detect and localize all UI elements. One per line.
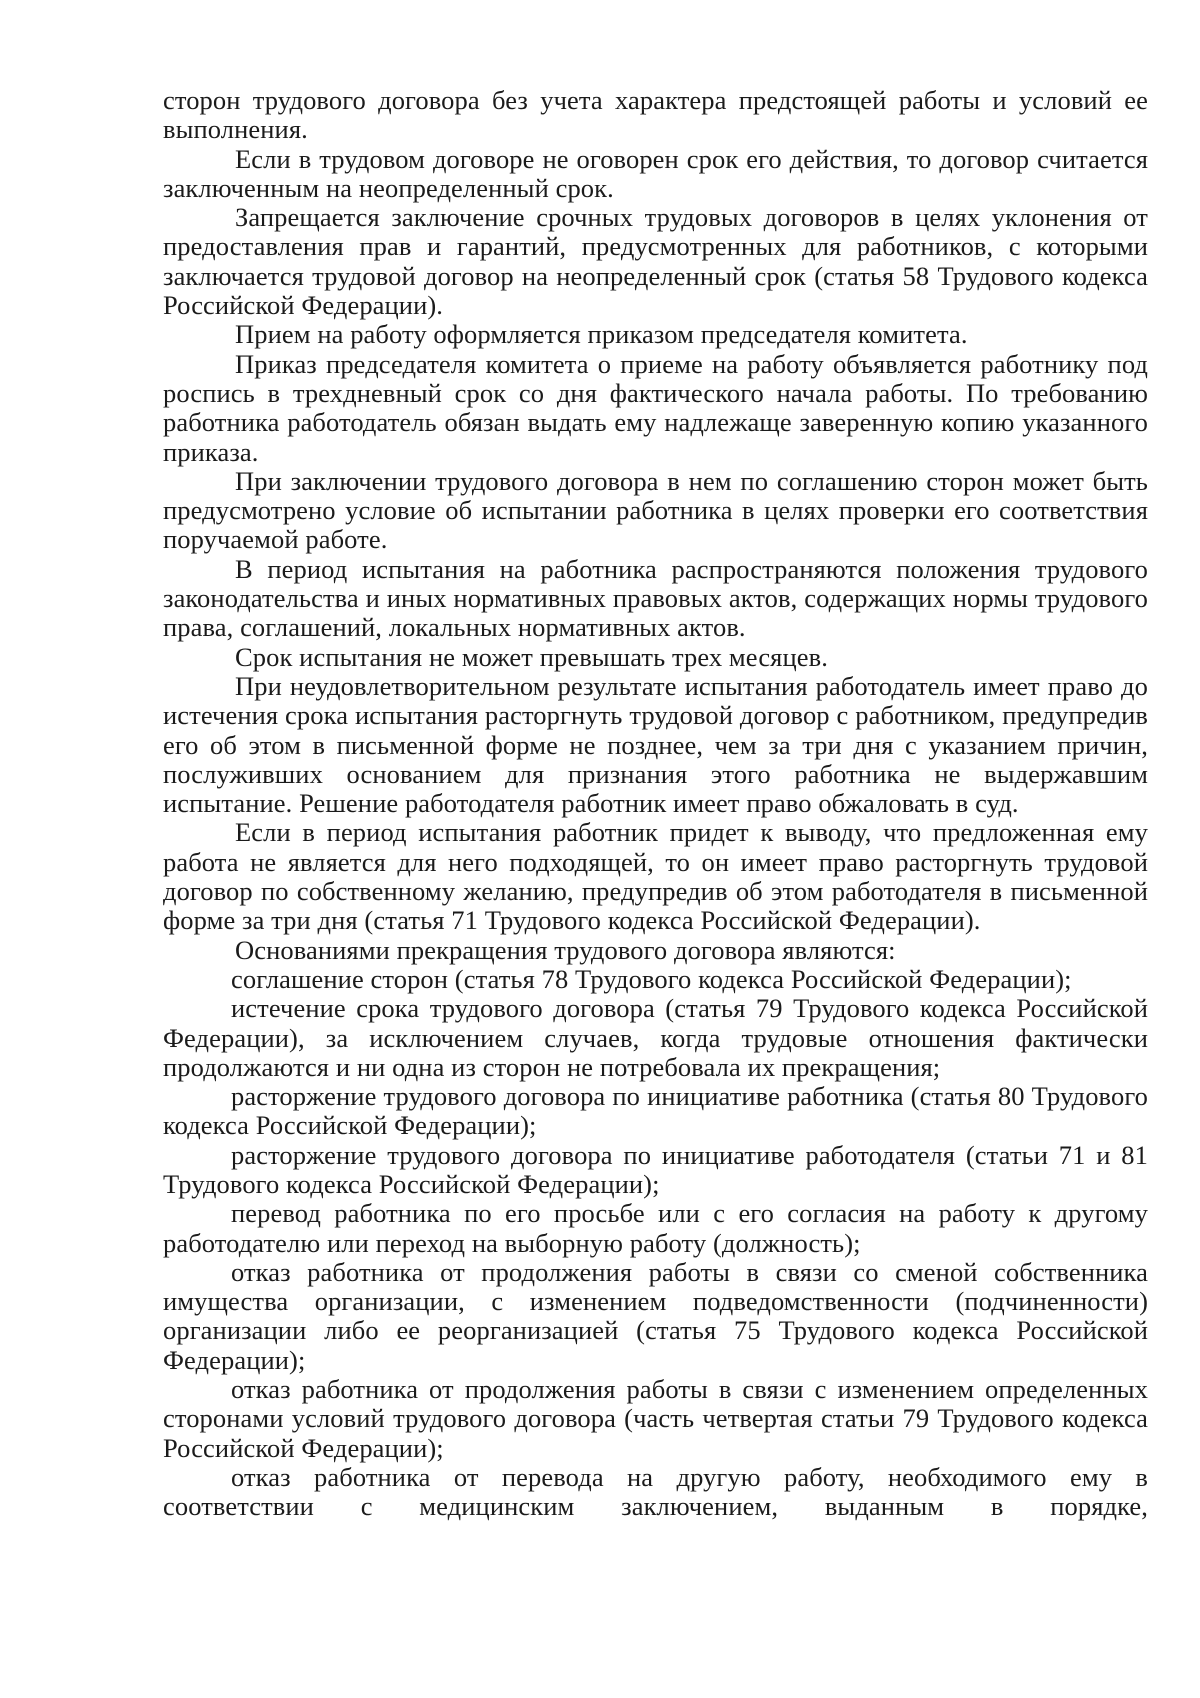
paragraph: Приказ председателя комитета о приеме на работу объявляется работнику под роспись в трехдневный срок со дня фактического начала работы. По требованию работника работодатель обязан выдать ему надлежаще заверенную копию указанного приказа. — [163, 348, 1148, 467]
paragraph: При заключении трудового договора в нем по соглашению сторон может быть предусмотрено условие об испытании работника в целях проверки его соответствия поручаемой работе. — [163, 465, 1148, 555]
paragraph: При неудовлетворительном результате испытания работодатель имеет право до истечения срока испытания расторгнуть трудовой договор с работником, предупредив его об этом в письменной форме не позднее, чем за три дня с указанием причин, послуживших основанием для признания этого работника не выдержавшим испытание. Решение работодателя работник имеет право обжаловать в суд. — [163, 670, 1148, 819]
list-item: перевод работника по его просьбе или с его согласия на работу к другому работодателю или переход на выборную работу (должность); — [163, 1198, 1148, 1258]
list-item: расторжение трудового договора по инициативе работника (статья 80 Трудового кодекса Российской Федерации); — [163, 1081, 1148, 1141]
paragraph: Прием на работу оформляется приказом председателя комитета. — [235, 319, 968, 350]
document-body — [163, 86, 1148, 1522]
list-item: отказ работника от продолжения работы в связи с изменением определенных сторонами условий трудового договора (часть четвертая статьи 79 Трудового кодекса Российской Федерации); — [163, 1374, 1148, 1463]
list-item: истечение срока трудового договора (статья 79 Трудового кодекса Российской Федерации), за исключением случаев, когда трудовые отношения фактически продолжаются и ни одна из сторон не потребовала их прекращения; — [163, 993, 1148, 1082]
paragraph: Срок испытания не может превышать трех месяцев. — [235, 641, 828, 672]
list-item: отказ работника от продолжения работы в связи со сменой собственника имущества организации, с изменением подведомственности (подчиненности) организации либо ее реорганизацией (статья 75 Трудового кодекса Российской Федерации); — [163, 1256, 1148, 1375]
list-item: отказ работника от перевода на другую работу, необходимого ему в соответствии с медицинским заключением, выданным в порядке, — [163, 1461, 1148, 1522]
paragraph: Если в период испытания работник придет к выводу, что предложенная ему работа не является для него подходящей, то он имеет право расторгнуть трудовой договор по собственному желанию, предупредив об этом работодателя в письменной форме за три дня (статья 71 Трудового кодекса Российской Федерации). — [163, 817, 1148, 936]
list-item: соглашение сторон (статья 78 Трудового кодекса Российской Федерации); — [231, 963, 1072, 994]
paragraph: Основаниями прекращения трудового договора являются: — [235, 934, 896, 965]
paragraph: Если в трудовом договоре не оговорен срок его действия, то договор считается заключенным на неопределенный срок. — [163, 143, 1148, 203]
paragraph: Запрещается заключение срочных трудовых договоров в целях уклонения от предоставления прав и гарантий, предусмотренных для работников, с которыми заключается трудовой договор на неопределенный срок (статья 58 Трудового кодекса Российской Федерации). — [163, 202, 1148, 321]
list-item: расторжение трудового договора по инициативе работодателя (статьи 71 и 81 Трудового кодекса Российской Федерации); — [163, 1139, 1148, 1199]
paragraph-continuation: сторон трудового договора без учета характера предстоящей работы и условий ее выполнения. — [163, 85, 1148, 145]
paragraph: В период испытания на работника распространяются положения трудового законодательства и иных нормативных правовых актов, содержащих нормы трудового права, соглашений, локальных нормативных актов. — [163, 553, 1148, 643]
